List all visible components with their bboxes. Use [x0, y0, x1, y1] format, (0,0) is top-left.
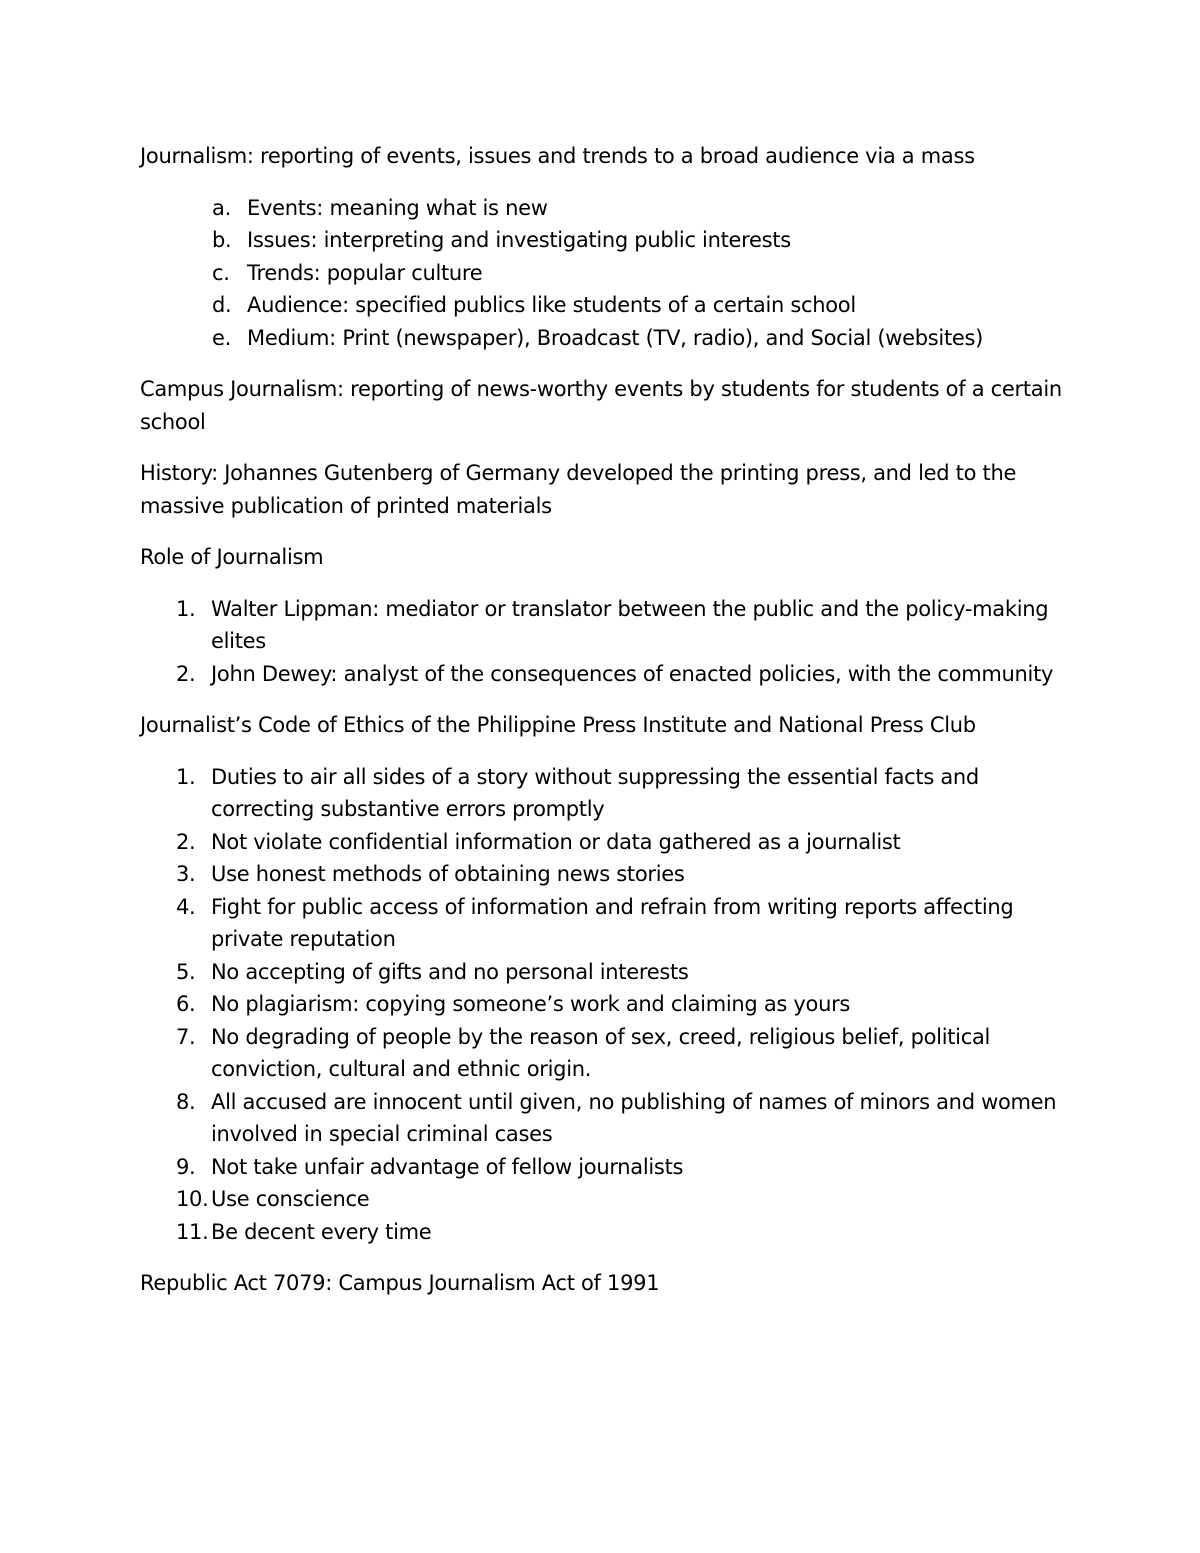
- list-item-text: Audience: specified publics like students of a certain school: [247, 293, 856, 317]
- document-page: [140, 140, 1080, 1319]
- list-item-text: John Dewey: analyst of the consequences of enacted policies, with the community: [211, 661, 1054, 686]
- list-marker: 5.: [176, 959, 196, 984]
- list-marker: 11.: [176, 1219, 209, 1244]
- list-item: [140, 658, 1080, 691]
- ethics-heading: Journalist’s Code of Ethics of the Philippine Press Institute and National Press Club: [140, 713, 976, 737]
- list-item-text: Not violate confidential information or data gathered as a journalist: [211, 829, 901, 854]
- list-item: [140, 322, 1080, 355]
- ethics-list: [140, 761, 1080, 1249]
- list-marker: 6.: [176, 992, 196, 1016]
- list-item-text: Be decent every time: [211, 1219, 432, 1244]
- list-item: [140, 988, 1080, 1021]
- list-marker: b.: [212, 228, 232, 252]
- list-marker: 2.: [176, 661, 196, 686]
- role-heading: Role of Journalism: [140, 545, 324, 569]
- list-marker: 7.: [176, 1024, 196, 1049]
- list-item-text: Walter Lippman: mediator or translator between the public and the policy-making elites: [211, 596, 1049, 653]
- list-item: [140, 593, 1080, 658]
- list-marker: 9.: [176, 1154, 196, 1179]
- list-marker: 4.: [176, 894, 196, 919]
- list-item: [140, 858, 1080, 891]
- role-list: [140, 593, 1080, 691]
- list-marker: a.: [212, 195, 231, 220]
- list-marker: 3.: [176, 862, 196, 886]
- list-item: [140, 1086, 1080, 1151]
- list-item: [140, 1216, 1080, 1249]
- list-item-text: No plagiarism: copying someone’s work and claiming as yours: [211, 992, 851, 1016]
- republic-act-line: Republic Act 7079: Campus Journalism Act of 1991: [140, 1271, 660, 1295]
- list-item: [140, 257, 1080, 290]
- list-marker: 2.: [176, 829, 196, 854]
- list-item: [140, 224, 1080, 257]
- list-item-text: Issues: interpreting and investigating public interests: [247, 228, 791, 252]
- list-item-text: Use conscience: [211, 1187, 370, 1211]
- list-marker: c.: [212, 260, 230, 285]
- list-item-text: No degrading of people by the reason of sex, creed, religious belief, political conviction, cultural and ethnic origin.: [211, 1024, 991, 1081]
- list-item-text: Medium: Print (newspaper), Broadcast (TV, radio), and Social (websites): [247, 325, 984, 350]
- list-item-text: Events: meaning what is new: [247, 195, 548, 220]
- list-marker: 1.: [176, 764, 196, 789]
- list-item: [140, 826, 1080, 859]
- list-item-text: Fight for public access of information and refrain from writing reports affecting private reputation: [211, 894, 1014, 951]
- list-item: [140, 956, 1080, 989]
- list-marker: 1.: [176, 596, 196, 621]
- campus-journalism-definition: Campus Journalism: reporting of news-worthy events by students for students of a certain school: [140, 377, 1062, 434]
- list-item-text: All accused are innocent until given, no publishing of names of minors and women involved in special criminal cases: [211, 1089, 1057, 1146]
- list-item: [140, 1183, 1080, 1216]
- list-marker: 10.: [176, 1187, 209, 1211]
- list-item-text: Trends: popular culture: [247, 260, 483, 285]
- list-item: [140, 1021, 1080, 1086]
- list-item-text: Use honest methods of obtaining news stories: [211, 862, 685, 886]
- list-marker: 8.: [176, 1089, 196, 1114]
- list-item: [140, 761, 1080, 826]
- history-paragraph: History: Johannes Gutenberg of Germany developed the printing press, and led to the massive publication of printed materials: [140, 461, 1017, 518]
- list-item: [140, 192, 1080, 225]
- list-marker: d.: [212, 293, 232, 317]
- journalism-components-list: [140, 192, 1080, 355]
- list-item-text: Duties to air all sides of a story without suppressing the essential facts and correcting substantive errors promptly: [211, 764, 979, 821]
- list-marker: e.: [212, 325, 231, 350]
- list-item-text: No accepting of gifts and no personal interests: [211, 959, 689, 984]
- list-item: [140, 289, 1080, 322]
- list-item-text: Not take unfair advantage of fellow journalists: [211, 1154, 684, 1179]
- journalism-definition: Journalism: reporting of events, issues and trends to a broad audience via a mass: [140, 144, 975, 168]
- list-item: [140, 1151, 1080, 1184]
- list-item: [140, 891, 1080, 956]
